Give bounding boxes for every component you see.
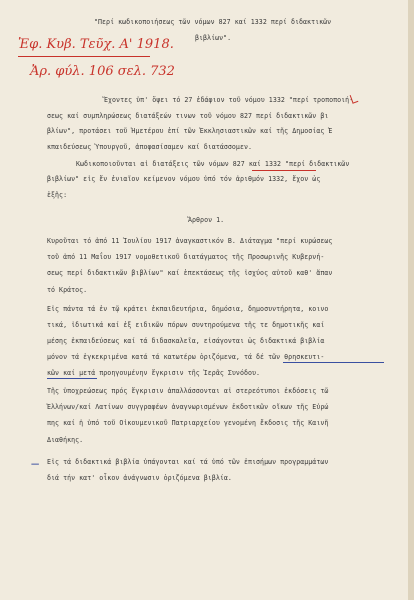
article-line-10: Τῆς ὑποχρεώσεως πρός ἔγκρισιν ἀπαλλάσσονται αἱ στερεότυποι ἐκδόσεις τῶ — [47, 387, 329, 395]
body-line-2: σεως καί συμπληρώσεως διατάξεών τινων τοῦ νόμου 827 περί διδακτικῶν βι — [47, 112, 329, 120]
article-line-9: κῶν καί μετά προηγουμένην ἔγκρισιν τῆς Ἱερᾶς Συνόδου. — [47, 369, 261, 377]
article-line-8: μόνον τά ἐγκεκριμένα κατά τά κατωτέρω ὁριζόμενα, τά δέ τῶν θρησκευτι- — [47, 353, 325, 361]
body-line-1: Ἔχοντες ὑπ' ὄψει τό 27 ἐδάφιον τοῦ νόμου 1332 "περί τροποποιή- — [104, 96, 354, 104]
article-line-13: Διαθήκης. — [47, 436, 84, 444]
article-line-14: Εἰς τά διδακτικά βιβλία ὑπάγονται καί τά ὑπό τῶν ἐπισήμων προγραμμάτων — [47, 458, 329, 466]
title-line-2: βιβλίων". — [195, 34, 232, 42]
article-line-12: πης καί ἡ ὑπό τοῦ Οἰκουμενικοῦ Πατριαρχείου γενομένη ἔκδοσις τῆς Καινῆ — [47, 419, 329, 427]
article-line-4: τό Κράτος. — [47, 286, 88, 294]
body-line-4: κπαιδεύσεως Ὑπουργοῦ, ἀποφασίσαμεν καί διατάσσομεν. — [47, 143, 253, 151]
body-line-3: βλίων", προτάσει τοῦ Ἡμετέρου ἐπί τῶν Ἐκκλησιαστικῶν καί τῆς Δημοσίας Ἐ — [47, 127, 333, 135]
article-line-7: μέσης ἐκπαιδεύσεως καί τά διδασκαλεῖα, εἰσάγονται ὡς διδακτικά βιβλία — [47, 337, 325, 345]
article-line-6: τικά, ἰδιωτικά καί ἐξ ειδικῶν πόρων συντηρούμενα τῆς τε δημοτικῆς καί — [47, 321, 325, 329]
page-edge-shadow — [408, 0, 414, 600]
article-line-15: διά τήν κατ' οἶκον ἀνάγνωσιν ὁριζόμενα βιβλία. — [47, 474, 232, 482]
article-line-11: Ἑλλήνων/καί Λατίνων συγγραφέων ἀναγνωρισμένων ἐκδοτικῶν οἴκων τῆς Εὐρώ — [47, 403, 329, 411]
blue-underline-2 — [47, 378, 97, 379]
article-line-5: Εἰς πάντα τά ἐν τῷ κράτει ἐκπαιδευτήρια, δημόσια, δημοσυντήρητα, κοινο — [47, 305, 329, 313]
body-line-7: ἑξῆς: — [47, 191, 68, 199]
title-line-1: "Περί κωδικοποιήσεως τῶν νόμων 827 καί 1332 περί διδακτικῶν — [94, 18, 332, 26]
article-line-1: Κυροῦται τό ἀπό 11 Ἰουλίου 1917 ἀναγκαστικόν Β. Διάταγμα "περί κυρώσεως — [47, 237, 333, 245]
article-line-3: σεως περί διδακτικῶν βιβλίων" καί ἐπεκτάσεως τῆς ἰσχύος αὐτοῦ καθ' ἅπαν — [47, 269, 333, 277]
body-line-6: βιβλίων" εἰς ἕν ἑνιαῖον κείμενον νόμου ὑπό τόν ἀριθμόν 1332, ἔχον ὡς — [47, 175, 321, 183]
margin-note-line-1: Ἐφ. Κυβ. Τεῦχ. Α' 1918. — [18, 37, 174, 52]
article-heading: Ἄρθρον 1. — [188, 216, 225, 224]
margin-note-underline — [18, 56, 150, 57]
margin-note-line-2: Ἀρ. φύλ. 106 σελ. 732 — [30, 64, 175, 79]
body-line-5: Κωδικοποιοῦνται αἱ διατάξεις τῶν νόμων 827 καί 1332 "περί διδακτικῶν — [76, 160, 350, 168]
numbers-underline — [252, 170, 316, 171]
blue-underline-1 — [283, 362, 384, 363]
blue-margin-mark: − — [30, 457, 41, 471]
article-line-2: τοῦ ἀπό 11 Μαΐου 1917 νομοθετικοῦ διατάγματος τῆς Προσωρινῆς Κυβερνή- — [47, 253, 325, 261]
